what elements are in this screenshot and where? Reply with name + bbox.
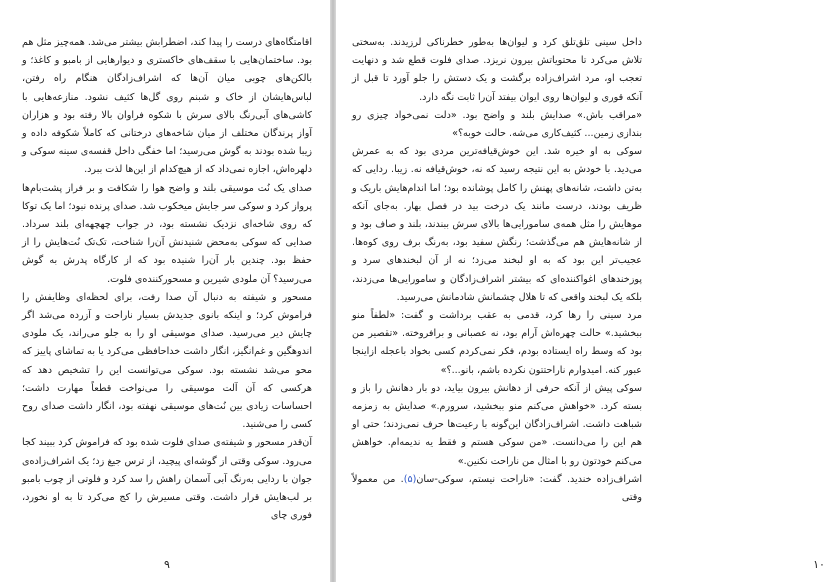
paragraph: اقامتگاه‌های درست را پیدا کند، اضطرابش بیشتر می‌شد. همه‌چیز مثل هم بود. ساختمان‌هایی با سقف‌های خاکستری و دیوارهایی از بامبو و کاغذ؛ و بالکن‌های چوبی میان آن‌ها که اشراف‌زادگان هنگام راه رفتن، لباس‌هایشان از خاک و شبنم روی گل‌ها کثیف نشود. منازعه‌هایی با کاشی‌های آبی‌رنگ بالای سرش با شکوه فراوان بالا رفته بود و هزاران آواز پرندگان مختلف از میان شاخه‌های درختانی که کاملاً شکوفه داده و زیبا شده بودند به گوش می‌رسید؛ اما خفگی داخل قفسه‌ی سینه سوکی و دلهره‌اش، اجازه نمی‌داد که از هیچ‌کدام از این‌ها لذت ببرد. xyxy=(22,37,312,176)
last-line-prefix: اشراف‌زاده خندید. گفت: «ناراحت نیستم، سوکی-سان xyxy=(416,473,642,485)
paragraph-last xyxy=(352,471,642,507)
paragraph: مسحور و شیفته به دنبال آن صدا رفت، برای لحظه‌ای وظایفش را فراموش کرد؛ و اینکه بانوی جدیدش بسیار ناراحت و آزرده می‌شد اگر چایش دیر می‌رسید. صدای موسیقی او را به جلو می‌راند، یک ملودی اندوهگین و غم‌انگیز، انگار داشت خداحافظی می‌کرد یا به تماشای پاییز که محو می‌شد نشسته بود. سوکی می‌توانست این را تشخیص دهد که هرکسی که آن آلت موسیقی را می‌نواخت قطعاً مهارت داشت؛ احساسات زیادی بین نُت‌های موسیقی نهفته بود، انگار داشت صدای روح کسی را می‌شنید. xyxy=(22,291,312,431)
right-page xyxy=(336,0,825,582)
left-page-text xyxy=(22,34,312,525)
footnote-link[interactable]: (۵) xyxy=(403,473,417,485)
left-page xyxy=(0,0,330,582)
page-number: ۹ xyxy=(164,558,170,571)
paragraph: صدای یک نُت موسیقی بلند و واضح هوا را شکافت و بر فراز پشت‌بام‌ها پرواز کرد و سوکی سر جایش میخکوب شد. صدای پرنده نبود؛ اما یک توکا که روی شاخه‌ای نزدیک نشسته بود، در جواب چهچهه‌ای بلند سرداد. صدایی که سوکی به‌محض شنیدنش آن‌را شناخت، تک‌تک نُت‌هایش را از حفظ بود. چندین بار آن‌را شنیده بود که از کارگاه پدرش به گوش می‌رسید؟ آن ملودی شیرین و مسحورکننده‌ی فلوت. xyxy=(22,182,312,285)
paragraph: سوکی به او خیره شد. این خوش‌قیافه‌ترین مردی بود که به عمرش می‌دید. با خودش به این نتیجه رسید که نه، خوش‌قیافه نه. زیبا. ردایی که به‌تن داشت، شانه‌های پهنش را کامل پوشانده بود؛ اما اندام‌هایش باریک و ظریف بودند، درست مانند یک درخت بید در فصل بهار. به‌جای آنکه موهایش را مثل همه‌ی سامورایی‌ها بالای سرش ببندند، بلند و صاف بود و از شانه‌هایش هم می‌گذشت؛ رنگش سفید بود، به‌رنگ برف روی کوه‌ها. عجیب‌تر این بود که به او لبخند می‌زد؛ نه از آن لبخندهای سرد و پوزخندهای اغواکننده‌ای که بیشتر اشراف‌زادگان و سامورایی‌ها می‌زدند، بلکه یک لبخند واقعی که تا هلال چشمانش شادمانش می‌رسید. xyxy=(352,146,642,303)
last-line-suffix: . من معمولاً وقتی xyxy=(352,473,642,504)
paragraph: آن‌قدر مسحور و شیفته‌ی صدای فلوت شده بود که فراموش کرد ببیند کجا می‌رود. سوکی وقتی از گوشه‌ای پیچید، از ترس جیغ زد؛ یک اشراف‌زاده‌ی جوان با ردایی به‌رنگ آبی آسمان راهش را سد کرد و فلوتی از چوب بامبو بر لب‌هایش قرار داشت. وقتی مسیرش را کج می‌کرد تا به او نخورد، فوری چای xyxy=(22,437,312,522)
paragraph: داخل سینی تلق‌تلق کرد و لیوان‌ها به‌طور خطرناکی لرزیدند. به‌سختی تلاش می‌کرد تا محتویاتش بیرون نریزد. صدای فلوت قطع شد و دنهایت تعجب او، مرد اشراف‌زاده برگشت و یک دستش را جلو آورد تا قبل از آنکه قوری و لیوان‌ها روی ایوان بیفتد آن‌را ثابت نگه دارد. xyxy=(352,37,642,103)
right-page-text xyxy=(352,34,642,507)
paragraph: سوکی پیش از آنکه حرفی از دهانش بیرون بیاید، دو بار دهانش را باز و بسته کرد. «خواهش می‌کنم منو ببخشید، سرورم.» صدایش به زمزمه شباهت داشت. اشراف‌زادگان این‌گونه با رعیت‌ها حرف نمی‌زدند؛ حتی او هم این را می‌دانست. «من سوکی هستم و فقط یه ندیمه‌ام. خواهش می‌کنم خودتون رو با امثال من ناراحت نکنین.» xyxy=(352,382,642,467)
page-number: ۱۰ xyxy=(813,558,825,571)
paragraph: مرد سینی را رها کرد، قدمی به عقب برداشت و گفت: «لطفاً منو ببخشید.» حالت چهره‌اش آرام بود، نه عصبانی و برافروخته. «تقصیر من بود که وسط راه ایستاده بودم، فکر نمی‌کردم کسی بخواد باعجله ازاینجا عبور کنه. امیدوارم ناراحتتون نکرده باشم، بانو...؟» xyxy=(352,310,642,376)
paragraph: «مراقب باش.» صدایش بلند و واضح بود. «دلت نمی‌خواد چیزی رو بندازی زمین... کثیف‌کاری می‌شه. حالت خوبه؟» xyxy=(352,109,642,140)
